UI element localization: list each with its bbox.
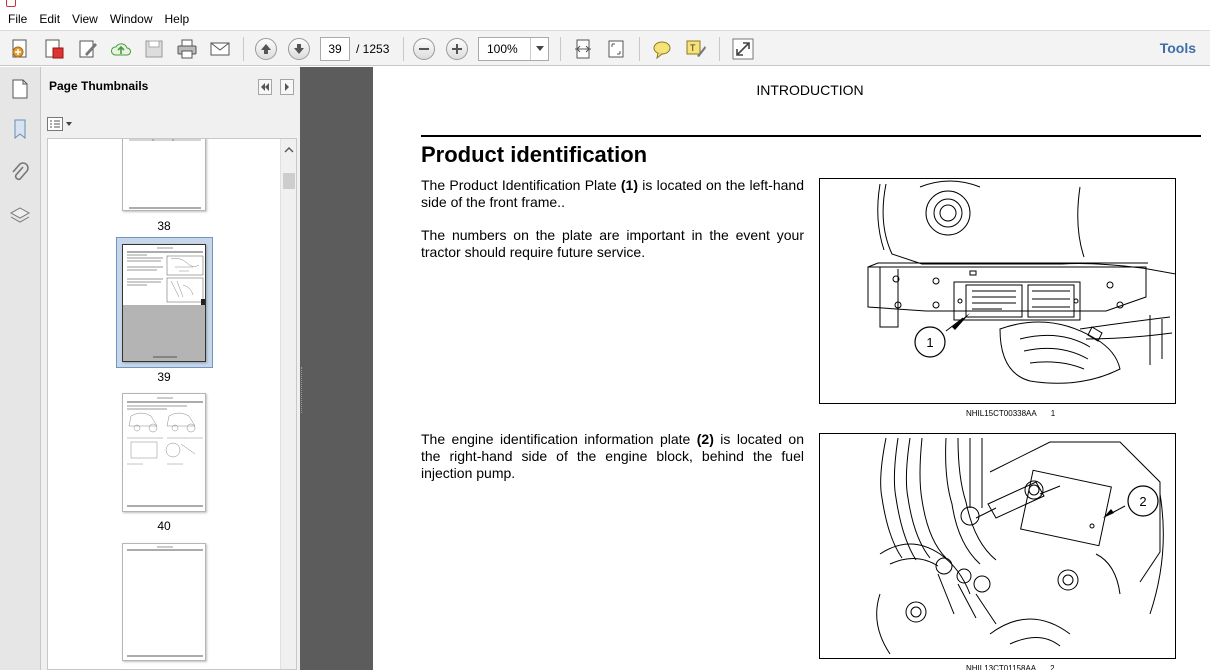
convert-pdf-button[interactable]: [42, 37, 66, 61]
pdf-app-icon: [6, 0, 16, 7]
page-thumbnails-tab[interactable]: [8, 77, 32, 101]
page-number-input[interactable]: [320, 37, 350, 61]
pages-icon: [9, 77, 31, 101]
front-frame-drawing: [820, 179, 1176, 404]
layers-icon: [9, 204, 31, 228]
menu-file[interactable]: File: [8, 12, 28, 26]
panel-splitter[interactable]: [300, 67, 373, 670]
thumbnail-page-40[interactable]: [122, 393, 206, 512]
email-button[interactable]: [208, 37, 232, 61]
zoom-in-button[interactable]: [445, 37, 469, 61]
arrow-up-icon: [260, 43, 272, 55]
figure-caption-2: NHIL13CT01158AA 2: [966, 664, 1055, 670]
upload-cloud-button[interactable]: [109, 37, 133, 61]
thumbnail-page-41[interactable]: [122, 543, 206, 661]
expand-panel-button[interactable]: [280, 79, 294, 95]
thumbnail-scrollbar[interactable]: [280, 139, 296, 669]
menu-bar: [0, 8, 1210, 30]
full-screen-button[interactable]: [604, 37, 628, 61]
menu-window[interactable]: Window: [109, 12, 153, 26]
edit-pdf-button[interactable]: [76, 37, 100, 61]
scrollbar-thumb[interactable]: [283, 173, 295, 189]
thumbnail-number: 39: [157, 370, 171, 384]
minus-icon: [418, 43, 430, 55]
document-page: [373, 67, 1210, 670]
menu-edit[interactable]: Edit: [39, 12, 61, 26]
print-button[interactable]: [175, 37, 199, 61]
window-title-bar: [0, 0, 1210, 8]
list-options-icon: [47, 117, 65, 131]
menu-view[interactable]: View: [72, 12, 98, 26]
callout-2: 2: [1139, 494, 1147, 509]
paragraph-engine-plate: The engine identification information plate (2) is located on the right-hand side of the engine block, behind the fuel injection pump.: [421, 431, 804, 481]
previous-page-button[interactable]: [254, 37, 278, 61]
bookmark-icon: [9, 117, 31, 141]
paragraph-plate-numbers: The numbers on the plate are important in the event your tractor should require future service.: [421, 227, 804, 260]
envelope-icon: [209, 38, 231, 60]
menu-help[interactable]: Help: [164, 12, 190, 26]
create-pdf-icon: [9, 38, 31, 60]
highlight-button[interactable]: [684, 37, 708, 61]
printer-icon: [176, 38, 198, 60]
fit-page-icon: [572, 38, 594, 60]
highlighter-icon: [685, 38, 707, 60]
layers-tab[interactable]: [8, 204, 32, 228]
create-pdf-button[interactable]: [8, 37, 32, 61]
cloud-upload-icon: [110, 38, 132, 60]
thumbnail-options-button[interactable]: [47, 115, 75, 133]
chevron-down-icon[interactable]: [530, 38, 548, 60]
attachments-tab[interactable]: [8, 161, 32, 185]
thumbnail-page-38[interactable]: [122, 138, 206, 211]
save-icon: [143, 38, 165, 60]
thumbnail-number: 40: [157, 519, 171, 533]
convert-pdf-icon: [43, 38, 65, 60]
double-chevron-left-icon: [260, 83, 270, 91]
read-mode-button[interactable]: [731, 37, 755, 61]
toolbar: [0, 30, 1210, 66]
thumbnail-page-39[interactable]: [122, 244, 206, 362]
figure-caption-1: NHIL15CT00338AA 1: [966, 409, 1056, 418]
section-title: Product identification: [421, 142, 648, 167]
paragraph-product-plate: The Product Identification Plate (1) is located on the left-hand side of the front frame..: [421, 177, 804, 210]
chevron-right-icon: [283, 83, 291, 91]
edit-pdf-icon: [77, 38, 99, 60]
chevron-up-icon[interactable]: [284, 145, 294, 155]
arrow-down-icon: [293, 43, 305, 55]
panel-title: Page Thumbnails: [49, 79, 149, 93]
callout-1: 1: [926, 335, 934, 350]
page-total-label: / 1253: [356, 42, 390, 56]
next-page-button[interactable]: [287, 37, 311, 61]
chevron-down-icon: [65, 121, 73, 127]
header-rule: [421, 135, 1201, 137]
thumbnails-panel: [41, 67, 300, 670]
figure-engine-plate: [819, 433, 1176, 659]
fit-page-button[interactable]: [571, 37, 595, 61]
paperclip-icon: [9, 161, 31, 185]
thumbnail-number: 38: [157, 219, 171, 233]
plus-icon: [451, 43, 463, 55]
collapse-panel-button[interactable]: [258, 79, 272, 95]
zoom-select[interactable]: [478, 37, 549, 61]
tools-link[interactable]: Tools: [1159, 40, 1196, 56]
thumbnail-list[interactable]: [47, 138, 297, 670]
figure-product-plate: [819, 178, 1176, 404]
expand-icon: [605, 38, 627, 60]
zoom-out-button[interactable]: [412, 37, 436, 61]
zoom-value: 100%: [487, 42, 518, 56]
bookmarks-tab[interactable]: [8, 117, 32, 141]
comment-button[interactable]: [650, 37, 674, 61]
expand-arrows-icon: [732, 38, 754, 60]
speech-bubble-icon: [651, 38, 673, 60]
running-head: INTRODUCTION: [756, 82, 864, 98]
navigation-rail: [0, 67, 41, 670]
svg-text:T: T: [690, 43, 696, 53]
splitter-grip[interactable]: [301, 367, 304, 413]
engine-block-drawing: [820, 434, 1176, 659]
save-button[interactable]: [142, 37, 166, 61]
